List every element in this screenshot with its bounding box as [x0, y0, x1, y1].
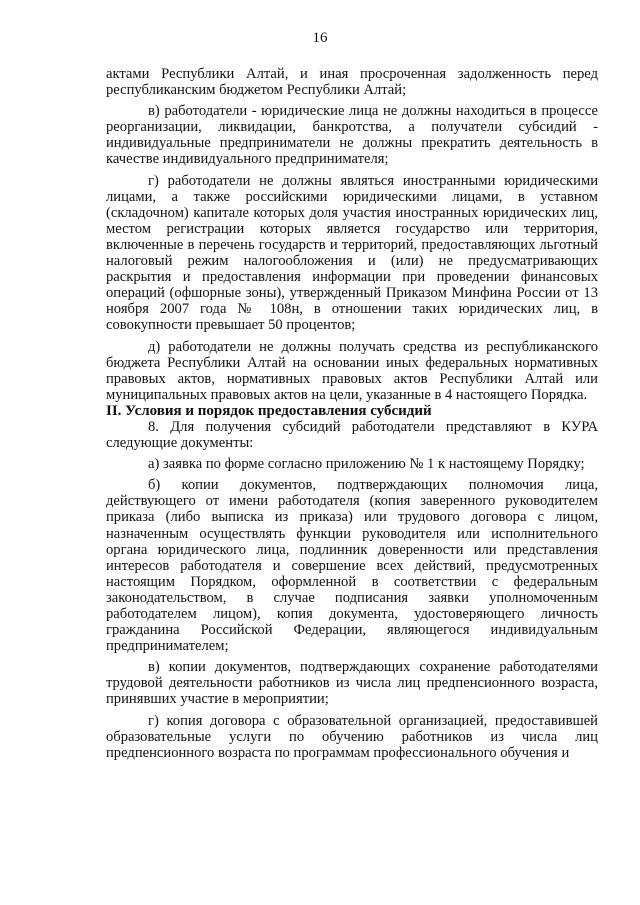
paragraph-item-g: г) работодатели не должны являться иностранными юридическими лицами, а также российскими юридическими лицами, в уставном (складочном) капитале которых доля участия иностранных юридических лиц, местом регистрации которых является государство или территория, включенные в перечень государств и территорий, предоставляющих льготный налоговый режим налогообложения и (или) не предусматривающих раскрытия и предоставления информации при проведении финансовых операций (офшорные зоны), утвержденный Приказом Минфина России от 13 ноября 2007 года № 108н, в отношении таких юридических лиц, в совокупности превышает 50 процентов;: [106, 172, 598, 334]
paragraph-8-item-g: г) копия договора с образовательной организацией, предоставившей образовательные услуги по обучению работников из числа лиц предпенсионного возраста по программам профессионального обучения и: [106, 712, 598, 761]
paragraph-continuation: актами Республики Алтай, и иная просроченная задолженность перед республиканским бюджетом Республики Алтай;: [106, 66, 598, 99]
document-body: [106, 66, 598, 761]
paragraph-8: 8. Для получения субсидий работодатели представляют в КУРА следующие документы:: [106, 418, 598, 452]
page-number: 16: [312, 30, 328, 46]
paragraph-8-item-v: в) копии документов, подтверждающих сохранение работодателями трудовой деятельности работников из числа лиц предпенсионного возраста, принявших участие в мероприятии;: [106, 659, 598, 708]
paragraph-8-item-b: б) копии документов, подтверждающих полномочия лица, действующего от имени работодателя (копия заверенного руководителем приказа (либо выписка из приказа) или трудового договора с лицом, назначенным осуществлять функции руководителя или исполнительного органа юридического лица, подлинник доверенности или представления интересов работодателя и совершение всех действий, предусмотренных настоящим Порядком, оформленной в соответствии с федеральным законодательством, в случае подписания заявки уполномоченным работодателем лицом), копия документа, удостоверяющего личность гражданина Российской Федерации, являющегося индивидуальным предпринимателем;: [106, 477, 598, 655]
paragraph-8-item-a: а) заявка по форме согласно приложению № 1 к настоящему Порядку;: [148, 456, 585, 473]
section-heading: II. Условия и порядок предоставления субсидий: [106, 402, 432, 419]
paragraph-item-d: д) работодатели не должны получать средства из республиканского бюджета Республики Алтай на основании иных федеральных нормативных правовых актов, нормативных правовых актов Республики Алтай или муниципальных правовых актов на цели, указанные в 4 настоящего Порядка.: [106, 338, 598, 403]
paragraph-item-v: в) работодатели - юридические лица не должны находиться в процессе реорганизации, ликвидации, банкротства, а получатели субсидий - индивидуальные предприниматели не должны прекратить деятельность в качестве индивидуального предпринимателя;: [106, 103, 598, 168]
